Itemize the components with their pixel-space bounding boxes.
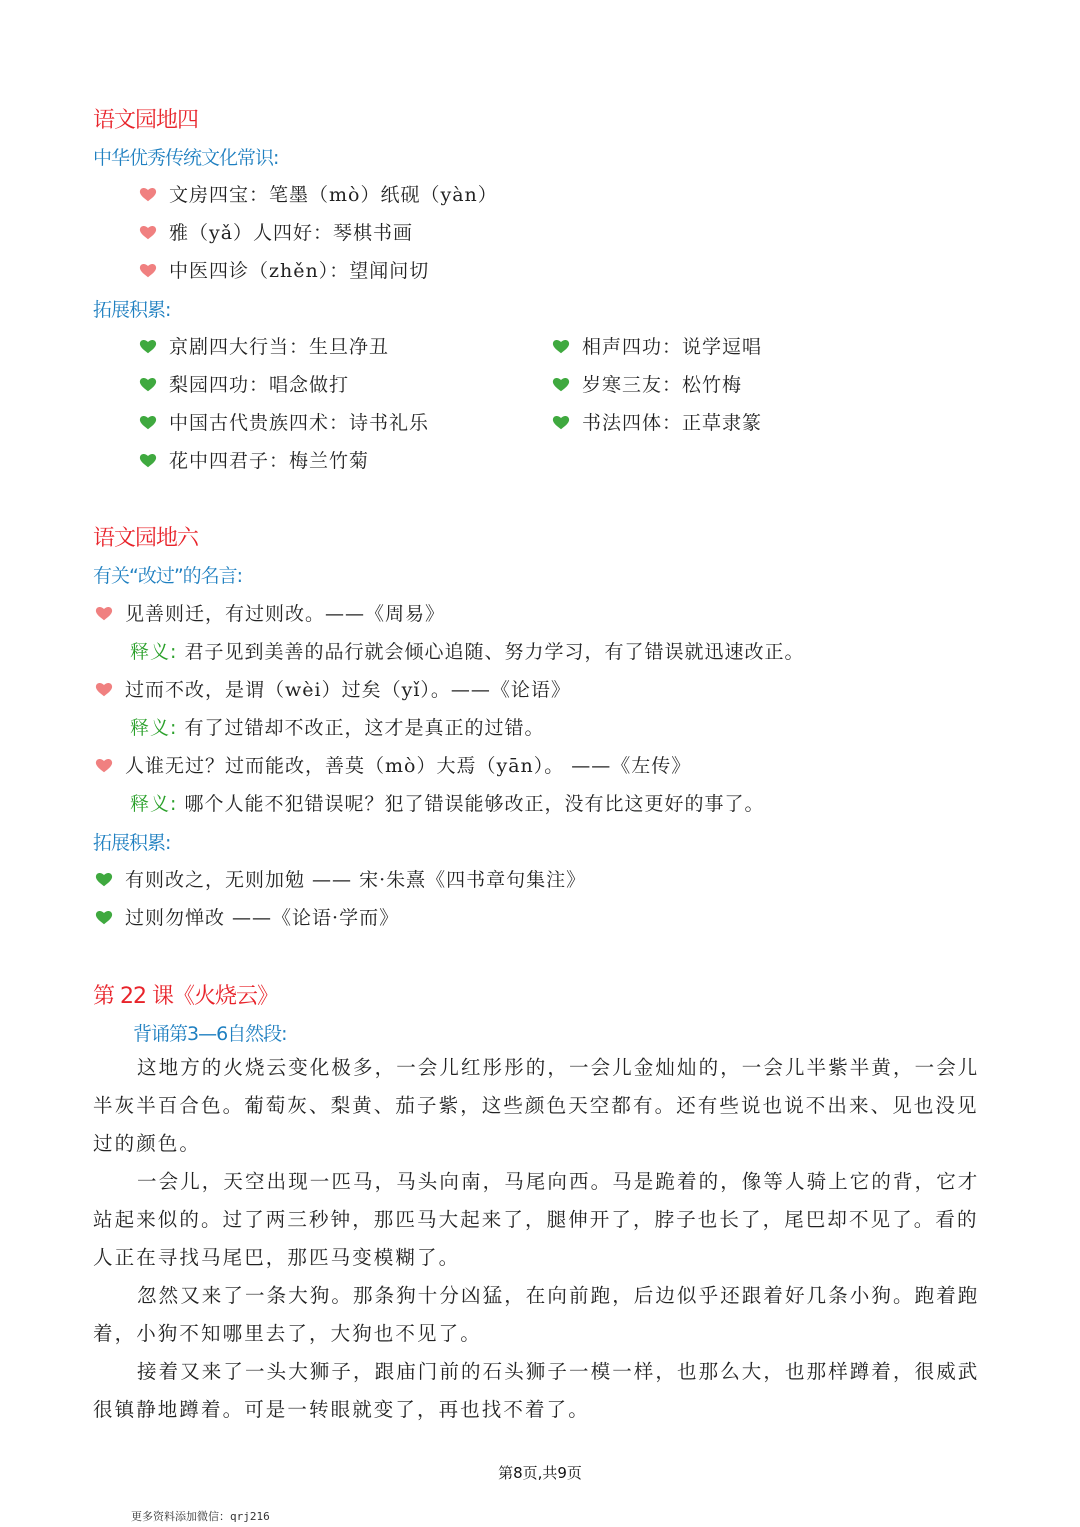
quote-explanation xyxy=(130,713,544,740)
heart-icon xyxy=(137,186,159,202)
lesson-title: 第 22 课《火烧云》 xyxy=(93,984,278,1009)
heart-icon xyxy=(93,605,115,621)
list-item xyxy=(93,903,399,930)
quote-explanation xyxy=(130,637,804,664)
quote-explanation xyxy=(130,789,764,816)
list-item xyxy=(137,256,429,283)
list-item xyxy=(137,180,498,207)
extend-item-text: 相声四功：说学逗唱 xyxy=(582,336,763,358)
quote-item xyxy=(93,675,571,702)
extend-item-text: 岁寒三友：松竹梅 xyxy=(582,374,743,396)
paragraph: 接着又来了一头大狮子，跟庙门前的石头狮子一模一样，也那么大，也那样蹲着，很威武很镇静地蹲着。可是一转眼就变了，再也找不着了。 xyxy=(93,1360,980,1421)
extend-item-text: 过则勿惮改 ——《论语·学而》 xyxy=(125,907,400,929)
section4-title: 语文园地四 xyxy=(93,108,199,133)
list-item xyxy=(137,218,413,245)
list-item xyxy=(550,370,742,397)
heart-icon xyxy=(550,414,572,430)
list-item xyxy=(93,865,586,892)
extend-item-text: 花中四君子：梅兰竹菊 xyxy=(169,450,370,472)
explain-label: 释义: xyxy=(130,793,178,815)
heart-icon xyxy=(93,909,115,925)
culture-item-text: 中医四诊（zhěn）：望闻问切 xyxy=(169,260,430,282)
heart-icon xyxy=(93,681,115,697)
explain-text: 哪个人能不犯错误呢？犯了错误能够改正，没有比这更好的事了。 xyxy=(184,793,765,815)
extend-item-text: 有则改之，无则加勉 —— 宋·朱熹《四书章句集注》 xyxy=(125,869,587,891)
quote-item xyxy=(93,751,691,778)
heart-icon xyxy=(93,871,115,887)
quote-item xyxy=(93,599,445,626)
heart-icon xyxy=(137,376,159,392)
heart-icon xyxy=(137,452,159,468)
watermark: 更多资料添加微信：qrj216 xyxy=(131,1510,270,1523)
explain-text: 有了过错却不改正，这才是真正的过错。 xyxy=(184,717,545,739)
explain-label: 释义: xyxy=(130,641,178,663)
heart-icon xyxy=(550,376,572,392)
culture-item-text: 文房四宝：笔墨（mò）纸砚（yàn） xyxy=(169,184,498,206)
extend-item-text: 京剧四大行当：生旦净丑 xyxy=(169,336,390,358)
heart-icon xyxy=(93,757,115,773)
list-item xyxy=(137,370,349,397)
quotes-heading: 有关“改过”的名言: xyxy=(93,565,243,587)
explain-label: 释义: xyxy=(130,717,178,739)
paragraph: 这地方的火烧云变化极多，一会儿红彤彤的，一会儿金灿灿的，一会儿半紫半黄，一会儿半灰半百合色。葡萄灰、梨黄、茄子紫，这些颜色天空都有。还有些说也说不出来、见也没见过的颜色。 xyxy=(93,1056,980,1155)
list-item xyxy=(137,446,369,473)
extend-item-text: 书法四体：正草隶篆 xyxy=(582,412,763,434)
culture-heading: 中华优秀传统文化常识: xyxy=(93,147,279,169)
heart-icon xyxy=(137,338,159,354)
extend-item-text: 梨园四功：唱念做打 xyxy=(169,374,350,396)
quote-text: 人谁无过？过而能改，善莫（mò）大焉（yān）。 ——《左传》 xyxy=(125,755,692,777)
extend-heading: 拓展积累: xyxy=(93,299,171,321)
culture-item-text: 雅（yǎ）人四好：琴棋书画 xyxy=(169,222,414,244)
heart-icon xyxy=(137,224,159,240)
extend-item-text: 中国古代贵族四术：诗书礼乐 xyxy=(169,412,430,434)
recite-heading: 背诵第3—6自然段: xyxy=(133,1023,287,1045)
heart-icon xyxy=(137,414,159,430)
list-item xyxy=(550,332,762,359)
paragraph: 一会儿，天空出现一匹马，马头向南，马尾向西。马是跪着的，像等人骑上它的背，它才站起来似的。过了两三秒钟，那匹马大起来了，腿伸开了，脖子也长了，尾巴却不见了。看的人正在寻找马尾巴，那匹马变模糊了。 xyxy=(93,1170,980,1269)
list-item xyxy=(550,408,762,435)
quote-text: 见善则迁，有过则改。——《周易》 xyxy=(125,603,446,625)
heart-icon xyxy=(137,262,159,278)
quote-text: 过而不改，是谓（wèi）过矣（yǐ）。——《论语》 xyxy=(125,679,571,701)
section6-title: 语文园地六 xyxy=(93,526,199,551)
heart-icon xyxy=(550,338,572,354)
paragraph: 忽然又来了一条大狗。那条狗十分凶猛，在向前跑，后边似乎还跟着好几条小狗。跑着跑着，小狗不知哪里去了，大狗也不见了。 xyxy=(93,1284,980,1345)
explain-text: 君子见到美善的品行就会倾心追随、努力学习，有了错误就迅速改正。 xyxy=(184,641,805,663)
list-item xyxy=(137,332,389,359)
list-item xyxy=(137,408,429,435)
page-number: 第8页,共9页 xyxy=(498,1464,582,1482)
extend-heading: 拓展积累: xyxy=(93,832,171,854)
